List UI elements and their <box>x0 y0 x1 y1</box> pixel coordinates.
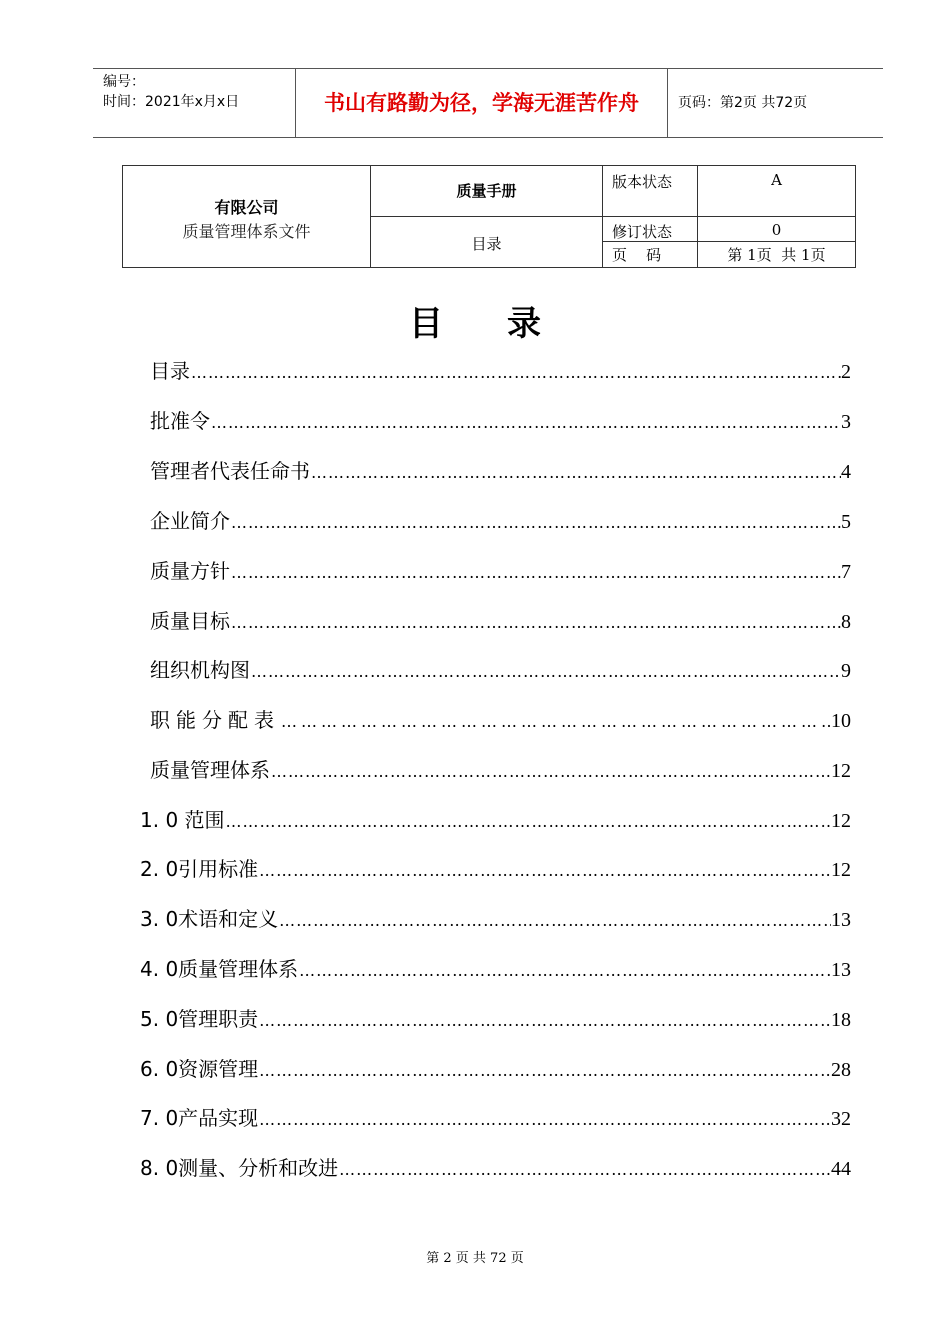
toc-title <box>0 296 950 345</box>
toc-entry-page: 7 <box>841 561 851 583</box>
toc-leader-dots <box>278 911 831 930</box>
toc-entry-label: 质量管理体系 <box>150 758 270 782</box>
toc-entry[interactable] <box>150 555 851 585</box>
document-control-table <box>122 165 856 268</box>
toc-entry-label: 2. 0引用标准 <box>140 857 259 881</box>
toc-entry-page: 9 <box>841 660 851 682</box>
toc-entry-label: 7. 0产品实现 <box>140 1106 259 1130</box>
page-label: 页 码 <box>603 242 698 267</box>
toc-leader-dots <box>230 613 841 632</box>
toc-entry[interactable] <box>140 853 851 883</box>
toc-leader-dots <box>310 463 841 482</box>
toc-leader-dots <box>258 1110 831 1129</box>
revision-label: 修订状态 <box>603 217 698 242</box>
toc-entry[interactable] <box>140 1102 851 1132</box>
toc-entry-page: 12 <box>831 810 851 832</box>
toc-entry-page: 5 <box>841 511 851 533</box>
manual-title: 质量手册 <box>371 166 603 217</box>
number-label: 编号： <box>103 74 145 90</box>
toc-entry-label: 批准令 <box>150 409 210 433</box>
toc-entry[interactable] <box>150 405 851 435</box>
toc-leader-dots <box>270 762 831 781</box>
toc-entry[interactable] <box>150 505 851 535</box>
version-value: A <box>698 166 855 217</box>
toc-entry-page: 12 <box>831 859 851 881</box>
toc-entry-page: 3 <box>841 411 851 433</box>
toc-leader-dots <box>338 1160 831 1179</box>
toc-entry[interactable] <box>150 355 851 385</box>
toc-entry-label: 职能分配表 <box>150 708 280 732</box>
toc-entry[interactable] <box>140 1152 851 1182</box>
toc-leader-dots <box>210 413 841 432</box>
version-label: 版本状态 <box>603 166 698 217</box>
toc-entry[interactable] <box>140 953 851 983</box>
company-cell <box>123 166 371 267</box>
toc-entry-label: 6. 0资源管理 <box>140 1057 259 1081</box>
toc-entry-page: 32 <box>831 1108 851 1130</box>
toc-leader-dots <box>250 662 841 681</box>
toc-leader-dots <box>258 861 831 880</box>
toc-entry-page: 28 <box>831 1059 851 1081</box>
running-header <box>93 68 883 138</box>
toc-entry-label: 1. 0 范围 <box>140 808 225 832</box>
toc-leader-dots <box>190 363 841 382</box>
toc-entry-page: 13 <box>831 909 851 931</box>
toc-entry-label: 3. 0术语和定义 <box>140 907 279 931</box>
toc-leader-dots <box>280 712 831 731</box>
toc-entry[interactable] <box>150 605 851 635</box>
toc-leader-dots <box>230 563 841 582</box>
toc-entry-label: 4. 0质量管理体系 <box>140 957 299 981</box>
toc-entry[interactable] <box>140 804 851 834</box>
toc-entry-label: 组织机构图 <box>150 658 250 682</box>
toc-leader-dots <box>298 961 831 980</box>
revision-value: 0 <box>698 217 855 242</box>
toc-entry-page: 4 <box>841 461 851 483</box>
toc-entry[interactable] <box>150 455 851 485</box>
page-value: 第 1页 共 1页 <box>727 246 826 264</box>
toc-leader-dots <box>258 1061 831 1080</box>
toc-entry[interactable] <box>140 1053 851 1083</box>
toc-title-left: 目 <box>409 304 443 344</box>
section-name: 目录 <box>371 217 603 267</box>
header-meta <box>93 69 295 137</box>
toc-entry-page: 44 <box>831 1158 851 1180</box>
toc-entry[interactable] <box>140 1003 851 1033</box>
toc-leader-dots <box>225 812 831 831</box>
toc-entry-label: 质量方针 <box>150 559 230 583</box>
header-page-info: 页码：第2页 共72页 <box>678 95 808 111</box>
toc-entry-page: 12 <box>831 760 851 782</box>
toc-entry-label: 5. 0管理职责 <box>140 1007 259 1031</box>
toc-entry-page: 10 <box>831 710 851 732</box>
toc-entry-page: 8 <box>841 611 851 633</box>
toc-entry[interactable] <box>150 704 851 734</box>
toc-entry-label: 管理者代表任命书 <box>150 459 310 483</box>
toc-entry-label: 8. 0测量、分析和改进 <box>140 1156 339 1180</box>
toc-entry-page: 18 <box>831 1009 851 1031</box>
header-motto: 书山有路勤为径，学海无涯苦作舟 <box>295 69 668 137</box>
system-document-label: 质量管理体系文件 <box>182 222 311 241</box>
toc-entry[interactable] <box>150 754 851 784</box>
time-label: 时间：2021年x月x日 <box>103 94 240 110</box>
toc-entry-label: 企业简介 <box>150 509 230 533</box>
company-name: 有限公司 <box>214 198 279 217</box>
toc-title-right: 录 <box>507 304 541 344</box>
toc-entry-label: 目录 <box>150 359 190 383</box>
toc-leader-dots <box>258 1011 831 1030</box>
page-footer: 第 2 页 共 72 页 <box>426 1251 524 1266</box>
toc-entry-page: 2 <box>841 361 851 383</box>
toc-entry[interactable] <box>150 654 851 684</box>
toc-leader-dots <box>230 513 841 532</box>
toc-entry[interactable] <box>140 903 851 933</box>
toc-entry-label: 质量目标 <box>150 609 230 633</box>
toc-entry-page: 13 <box>831 959 851 981</box>
